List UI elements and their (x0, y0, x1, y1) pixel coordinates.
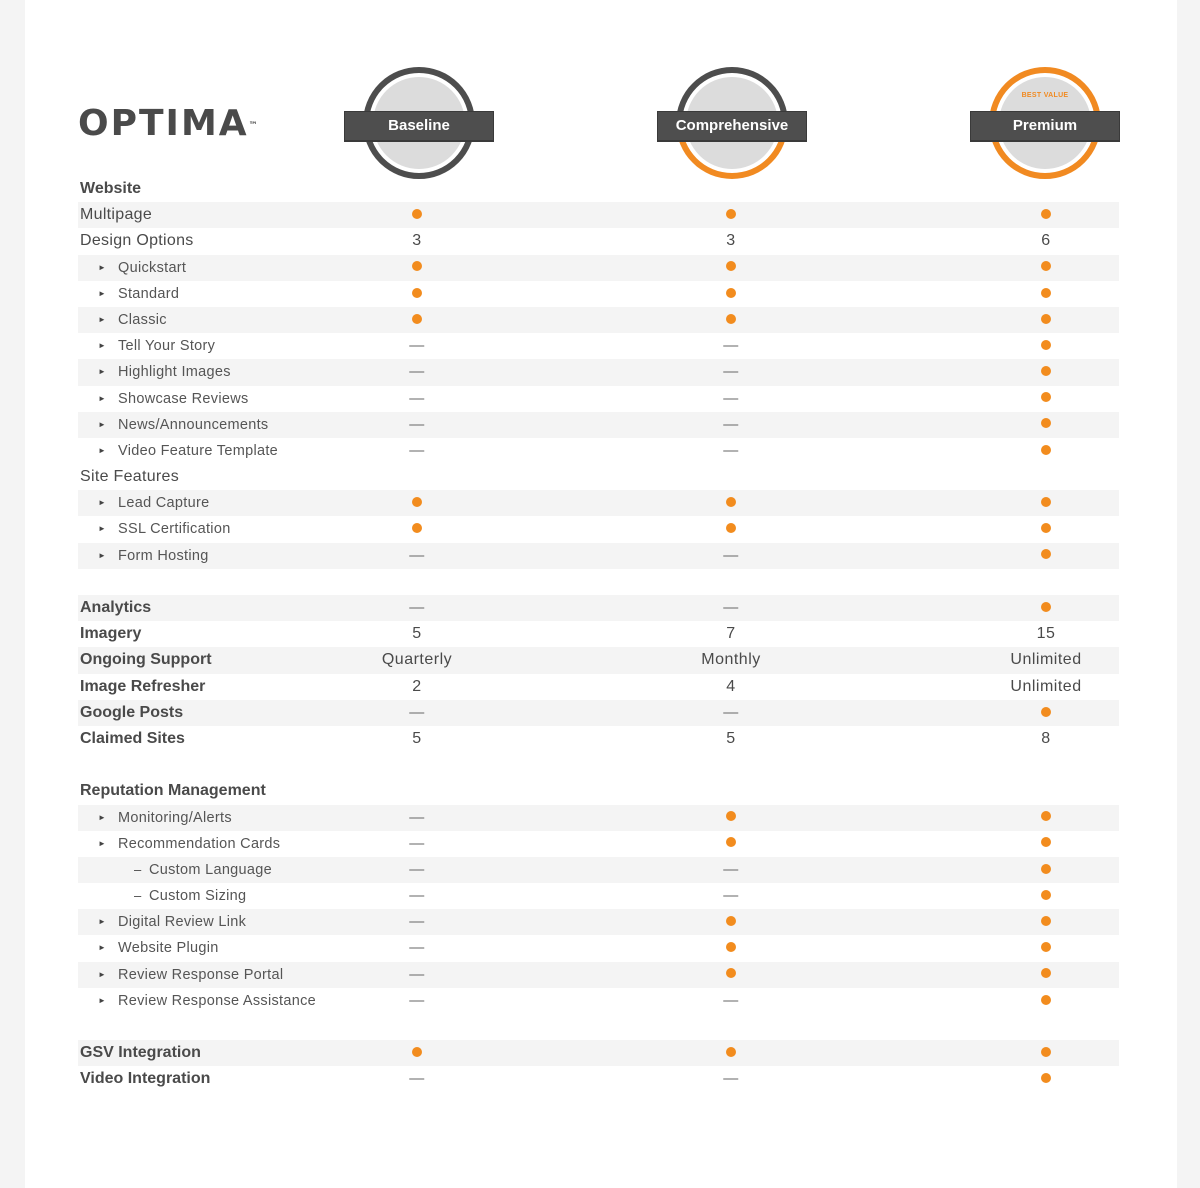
included-dot-icon (966, 831, 1126, 857)
feature-label: Showcase Reviews (118, 390, 249, 407)
included-dot-icon (966, 255, 1126, 281)
included-dot-icon (966, 700, 1126, 726)
value-baseline: — (409, 939, 425, 957)
bullet-icon: ► (98, 969, 106, 979)
value-comprehensive: — (723, 337, 739, 355)
dash-icon: – (134, 888, 142, 904)
feature-row (78, 307, 1119, 333)
feature-label: Analytics (80, 599, 152, 616)
feature-label: Website (80, 180, 142, 197)
included-dot-icon (1041, 942, 1051, 952)
feature-label: Review Response Assistance (118, 992, 317, 1009)
value-comprehensive: — (723, 363, 739, 381)
feature-row (78, 805, 1119, 831)
included-dot-icon (651, 805, 811, 831)
included-dot-icon (726, 968, 736, 978)
included-dot-icon (966, 202, 1126, 228)
value-baseline: — (409, 887, 425, 905)
included-dot-icon (337, 307, 497, 333)
feature-label: GSV Integration (80, 1044, 201, 1062)
value-comprehensive: 5 (726, 729, 736, 747)
value-comprehensive: — (723, 389, 739, 407)
feature-label: Classic (118, 311, 167, 328)
feature-row (78, 595, 1119, 621)
feature-row (78, 831, 1119, 857)
included-dot-icon (337, 202, 497, 228)
value-comprehensive: — (723, 546, 739, 564)
value-premium: 15 (1036, 625, 1056, 643)
value-comprehensive: — (723, 860, 739, 878)
plan-name-comprehensive: Comprehensive (657, 111, 807, 141)
included-dot-icon (966, 438, 1126, 464)
bullet-icon: ► (98, 812, 106, 822)
feature-row (78, 490, 1119, 516)
feature-label: Quickstart (118, 259, 187, 276)
feature-row (78, 255, 1119, 281)
bullet-icon: ► (98, 341, 106, 351)
best-value-tag: BEST VALUE (1021, 92, 1069, 99)
included-dot-icon (966, 359, 1126, 385)
value-comprehensive: — (723, 1070, 739, 1088)
value-comprehensive: 4 (726, 677, 736, 695)
feature-label: Monitoring/Alerts (118, 809, 232, 826)
plan-badge-premium (970, 67, 1120, 185)
feature-label: Claimed Sites (80, 729, 185, 747)
feature-row (78, 647, 1119, 673)
feature-label: Ongoing Support (80, 651, 212, 669)
bullet-icon: ► (98, 367, 106, 377)
value-baseline: — (409, 965, 425, 983)
included-dot-icon (966, 1040, 1126, 1066)
feature-row (78, 359, 1119, 385)
bullet-icon: ► (98, 419, 106, 429)
feature-row (78, 857, 1119, 883)
included-dot-icon (966, 805, 1126, 831)
value-baseline: Quarterly (381, 651, 453, 669)
included-dot-icon (966, 307, 1126, 333)
included-dot-icon (726, 497, 736, 507)
bullet-icon: ► (98, 288, 106, 298)
feature-row (78, 202, 1119, 228)
feature-label: Lead Capture (118, 495, 210, 512)
feature-label: Design Options (80, 232, 194, 250)
included-dot-icon (966, 595, 1126, 621)
feature-label: SSL Certification (118, 521, 231, 538)
included-dot-icon (966, 883, 1126, 909)
included-dot-icon (966, 962, 1126, 988)
included-dot-icon (966, 516, 1126, 542)
value-baseline: — (409, 834, 425, 852)
included-dot-icon (1041, 497, 1051, 507)
included-dot-icon (1041, 890, 1051, 900)
feature-row (78, 674, 1119, 700)
dash-icon: – (134, 861, 142, 877)
included-dot-icon (1041, 864, 1051, 874)
included-dot-icon (1041, 968, 1051, 978)
value-comprehensive: Monthly (701, 651, 761, 669)
included-dot-icon (726, 209, 736, 219)
included-dot-icon (966, 543, 1126, 569)
feature-row (78, 1066, 1119, 1092)
included-dot-icon (1041, 1073, 1051, 1083)
feature-row (78, 438, 1119, 464)
value-premium: 6 (1041, 232, 1051, 250)
feature-row (78, 778, 1119, 804)
trademark-mark: ™ (248, 121, 258, 131)
value-premium: Unlimited (1010, 677, 1082, 695)
included-dot-icon (1041, 837, 1051, 847)
included-dot-icon (1041, 916, 1051, 926)
feature-label: Multipage (80, 206, 153, 224)
plan-badge-comprehensive (657, 67, 807, 185)
included-dot-icon (966, 386, 1126, 412)
bullet-icon: ► (98, 314, 106, 324)
included-dot-icon (1041, 340, 1051, 350)
plan-name-premium: Premium (970, 111, 1120, 141)
bullet-icon: ► (98, 445, 106, 455)
included-dot-icon (726, 1047, 736, 1057)
bullet-icon: ► (98, 524, 106, 534)
feature-row (78, 333, 1119, 359)
bullet-icon: ► (98, 995, 106, 1005)
included-dot-icon (337, 281, 497, 307)
feature-row (78, 883, 1119, 909)
feature-label: Imagery (80, 625, 142, 643)
bullet-icon: ► (98, 550, 106, 560)
included-dot-icon (651, 935, 811, 961)
bullet-icon: ► (98, 262, 106, 272)
feature-row (78, 909, 1119, 935)
included-dot-icon (966, 857, 1126, 883)
feature-label: Reputation Management (80, 782, 266, 800)
bullet-icon: ► (98, 838, 106, 848)
row-spacer (78, 752, 1119, 778)
included-dot-icon (726, 314, 736, 324)
included-dot-icon (1041, 445, 1051, 455)
feature-label: Site Features (80, 468, 180, 486)
included-dot-icon (412, 1047, 422, 1057)
included-dot-icon (651, 490, 811, 516)
feature-row (78, 700, 1119, 726)
feature-row (78, 281, 1119, 307)
row-spacer (78, 1014, 1119, 1040)
included-dot-icon (651, 307, 811, 333)
feature-row (78, 543, 1119, 569)
bullet-icon: ► (98, 917, 106, 927)
value-baseline: — (409, 860, 425, 878)
feature-label: Website Plugin (118, 940, 219, 957)
included-dot-icon (966, 412, 1126, 438)
brand-logo (78, 104, 258, 144)
included-dot-icon (966, 935, 1126, 961)
feature-row (78, 176, 1119, 202)
included-dot-icon (651, 831, 811, 857)
bullet-icon: ► (98, 943, 106, 953)
included-dot-icon (726, 261, 736, 271)
feature-label: Video Integration (80, 1070, 211, 1088)
included-dot-icon (1041, 314, 1051, 324)
value-baseline: — (409, 389, 425, 407)
value-baseline: 3 (412, 232, 422, 250)
included-dot-icon (1041, 707, 1051, 717)
feature-label: Image Refresher (80, 677, 206, 695)
plan-name-baseline: Baseline (344, 111, 494, 141)
feature-row (78, 1040, 1119, 1066)
feature-label: Tell Your Story (118, 338, 216, 355)
value-baseline: — (409, 441, 425, 459)
feature-label: Review Response Portal (118, 966, 284, 983)
feature-label: Highlight Images (118, 364, 231, 381)
included-dot-icon (1041, 392, 1051, 402)
feature-label: Recommendation Cards (118, 835, 281, 852)
included-dot-icon (412, 261, 422, 271)
feature-label: Standard (118, 285, 180, 302)
included-dot-icon (412, 523, 422, 533)
included-dot-icon (1041, 549, 1051, 559)
included-dot-icon (337, 516, 497, 542)
value-baseline: — (409, 599, 425, 616)
plan-badge-baseline (344, 67, 494, 185)
value-premium: 8 (1041, 729, 1051, 747)
value-comprehensive: — (723, 415, 739, 433)
value-baseline: — (409, 415, 425, 433)
value-baseline: — (409, 1070, 425, 1088)
value-comprehensive: — (723, 887, 739, 905)
value-baseline: 5 (412, 625, 422, 643)
feature-label: News/Announcements (118, 416, 269, 433)
included-dot-icon (726, 288, 736, 298)
bullet-icon: ► (98, 393, 106, 403)
included-dot-icon (966, 333, 1126, 359)
feature-row (78, 516, 1119, 542)
included-dot-icon (651, 281, 811, 307)
included-dot-icon (1041, 811, 1051, 821)
included-dot-icon (651, 516, 811, 542)
included-dot-icon (726, 523, 736, 533)
included-dot-icon (1041, 602, 1051, 612)
value-comprehensive: — (723, 599, 739, 616)
included-dot-icon (966, 281, 1126, 307)
feature-label: Google Posts (80, 703, 184, 721)
included-dot-icon (651, 909, 811, 935)
included-dot-icon (726, 811, 736, 821)
included-dot-icon (337, 255, 497, 281)
feature-row (78, 386, 1119, 412)
brand-name: OPTIMA (78, 103, 249, 144)
feature-row (78, 228, 1119, 254)
value-baseline: — (409, 703, 425, 721)
included-dot-icon (966, 988, 1126, 1014)
included-dot-icon (651, 202, 811, 228)
value-comprehensive: 3 (726, 232, 736, 250)
feature-row (78, 464, 1119, 490)
included-dot-icon (1041, 366, 1051, 376)
included-dot-icon (726, 942, 736, 952)
included-dot-icon (412, 209, 422, 219)
row-spacer (78, 569, 1119, 595)
feature-row (78, 621, 1119, 647)
included-dot-icon (966, 909, 1126, 935)
included-dot-icon (651, 1040, 811, 1066)
feature-label: Custom Language (149, 861, 272, 878)
feature-row (78, 412, 1119, 438)
value-baseline: — (409, 546, 425, 564)
value-comprehensive: — (723, 703, 739, 721)
value-baseline: 5 (412, 729, 422, 747)
value-premium: Unlimited (1010, 651, 1082, 669)
included-dot-icon (966, 1066, 1126, 1092)
included-dot-icon (651, 962, 811, 988)
included-dot-icon (1041, 288, 1051, 298)
included-dot-icon (1041, 209, 1051, 219)
feature-label: Digital Review Link (118, 914, 247, 931)
included-dot-icon (412, 497, 422, 507)
value-baseline: — (409, 991, 425, 1009)
feature-comparison-table (78, 176, 1119, 1093)
value-comprehensive: — (723, 991, 739, 1009)
included-dot-icon (1041, 261, 1051, 271)
value-comprehensive: 7 (726, 625, 736, 643)
feature-row (78, 988, 1119, 1014)
included-dot-icon (337, 1040, 497, 1066)
feature-row (78, 935, 1119, 961)
included-dot-icon (1041, 1047, 1051, 1057)
value-comprehensive: — (723, 441, 739, 459)
feature-label: Custom Sizing (149, 888, 247, 905)
value-baseline: — (409, 808, 425, 826)
included-dot-icon (1041, 995, 1051, 1005)
value-baseline: — (409, 337, 425, 355)
included-dot-icon (651, 255, 811, 281)
included-dot-icon (412, 314, 422, 324)
included-dot-icon (966, 490, 1126, 516)
included-dot-icon (337, 490, 497, 516)
bullet-icon: ► (98, 498, 106, 508)
feature-label: Form Hosting (118, 547, 209, 564)
included-dot-icon (1041, 523, 1051, 533)
included-dot-icon (726, 916, 736, 926)
included-dot-icon (726, 837, 736, 847)
included-dot-icon (1041, 418, 1051, 428)
feature-label: Video Feature Template (118, 442, 279, 459)
included-dot-icon (412, 288, 422, 298)
feature-row (78, 726, 1119, 752)
feature-row (78, 962, 1119, 988)
value-baseline: 2 (412, 677, 422, 695)
value-baseline: — (409, 363, 425, 381)
value-baseline: — (409, 913, 425, 931)
